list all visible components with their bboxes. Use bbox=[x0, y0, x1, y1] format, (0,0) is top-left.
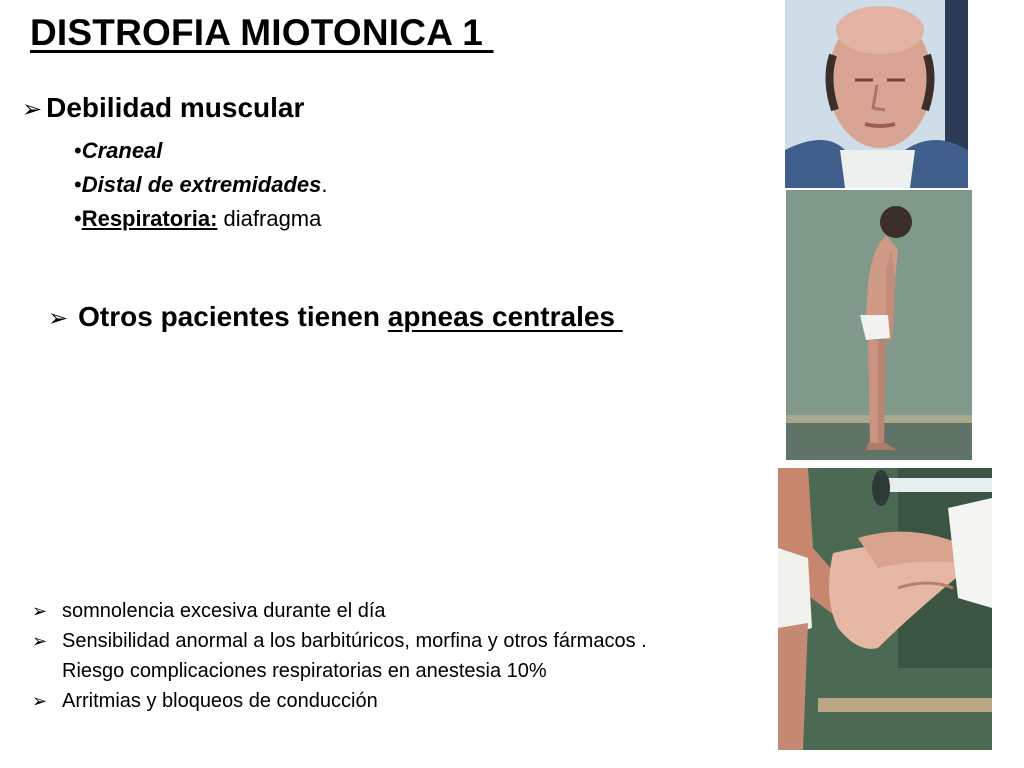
bullet-dot: • bbox=[74, 138, 82, 163]
subitem-suffix: diafragma bbox=[217, 206, 322, 231]
arrow-bullet-icon: ➢ bbox=[48, 305, 69, 332]
arrow-bullet-icon: ➢ bbox=[32, 691, 48, 711]
patient-standing-photo bbox=[786, 190, 972, 460]
debilidad-muscular-heading bbox=[22, 92, 304, 124]
bullet-dot: • bbox=[74, 206, 82, 231]
subitem-respiratoria bbox=[74, 202, 328, 236]
bottom-bullet-list bbox=[32, 596, 652, 716]
apneas-underlined: apneas centrales bbox=[387, 301, 623, 332]
subitem-craneal bbox=[74, 134, 328, 168]
subitem-text: Craneal bbox=[81, 138, 163, 163]
subitem-distal bbox=[74, 168, 328, 202]
patient-face-photo bbox=[785, 0, 968, 188]
subitem-text: Respiratoria: bbox=[81, 206, 218, 231]
apneas-prefix: Otros pacientes tienen bbox=[78, 301, 388, 332]
list-item-text: Sensibilidad anormal a los barbitúricos, morfina y otros fármacos . Riesgo complicaciones respiratorias en anestesia 10% bbox=[62, 630, 647, 682]
debilidad-subitems bbox=[74, 134, 328, 236]
list-item bbox=[32, 686, 652, 716]
apneas-heading bbox=[48, 301, 623, 333]
list-item bbox=[32, 626, 652, 686]
slide-title: DISTROFIA MIOTONICA 1 bbox=[30, 12, 494, 53]
heading-text: Debilidad muscular bbox=[46, 92, 305, 123]
arrow-bullet-icon: ➢ bbox=[32, 601, 48, 621]
subitem-suffix: . bbox=[321, 172, 328, 197]
arrow-bullet-icon: ➢ bbox=[32, 631, 48, 651]
subitem-text: Distal de extremidades bbox=[81, 172, 322, 197]
list-item-text: somnolencia excesiva durante el día bbox=[62, 600, 386, 622]
list-item-text: Arritmias y bloqueos de conducción bbox=[62, 690, 378, 712]
arrow-bullet-icon: ➢ bbox=[22, 96, 43, 123]
hand-exam-photo bbox=[778, 468, 992, 750]
bullet-dot: • bbox=[74, 172, 82, 197]
list-item bbox=[32, 596, 652, 626]
